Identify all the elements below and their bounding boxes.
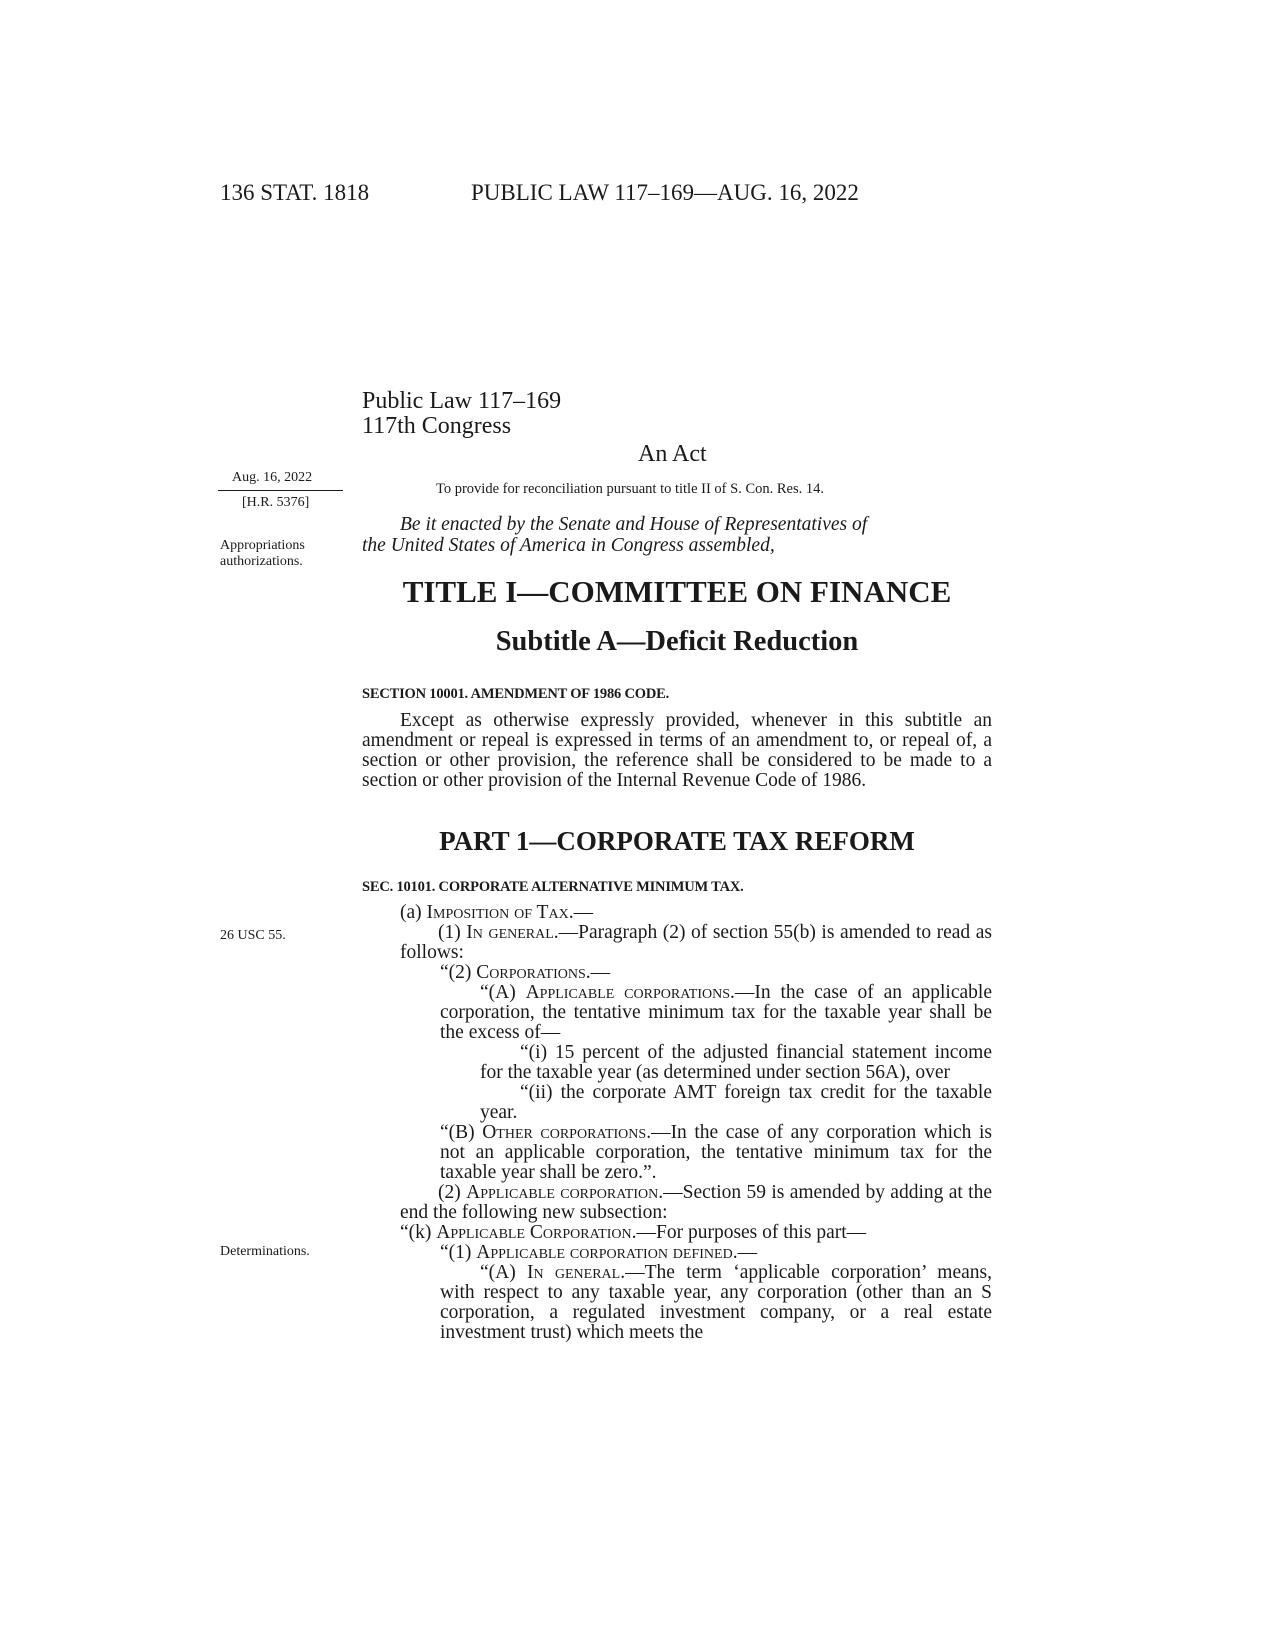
paragraph-1: (1) In general.—Paragraph (2) of section 55(b) is amended to read as follows: (400, 922, 992, 963)
section-10001-heading: SECTION 10001. AMENDMENT OF 1986 CODE. (362, 686, 669, 702)
quoted-clause-i: “(i) 15 percent of the adjusted financial statement income for the taxable year (as determined under section 56A), over (480, 1042, 992, 1083)
sidenote-determinations: Determinations. (220, 1244, 310, 1259)
section-10001-text: Except as otherwise expressly provided, whenever in this subtitle an amendment or repeal is expressed in terms of an amendment to, or repeal of, a section or other provision, the reference shall be considered to be made to a section or other provision of the Internal Revenue Code of 1986. (362, 710, 992, 791)
quoted-subparagraph-a: “(A) Applicable corporations.—In the case of an applicable corporation, the tentative minimum tax for the taxable year shall be the excess of— (440, 982, 992, 1043)
act-label: An Act (638, 441, 707, 467)
section-10001-body (362, 711, 992, 791)
quoted-subsection-k: “(k) Applicable Corporation.—For purposes of this part— (400, 1222, 867, 1243)
enacting-clause-line-1: Be it enacted by the Senate and House of Representatives of (400, 514, 868, 535)
quoted-subparagraph-b: “(B) Other corporations.—In the case of any corporation which is not an applicable corporation, the tentative minimum tax for the taxable year shall be zero.”. (440, 1122, 992, 1183)
part-heading: PART 1—CORPORATE TAX REFORM (439, 826, 915, 856)
sidenote-date: Aug. 16, 2022 (232, 470, 313, 485)
quoted-k-subparagraph-a: “(A) In general.—The term ‘applicable corporation’ means, with respect to any taxable year, any corporation (other than an S corporation, a regulated investment company, or a real estate investment trust) which meets the (440, 1262, 993, 1343)
section-10101-body (362, 903, 992, 1343)
public-law-number: Public Law 117–169 (362, 388, 562, 414)
sidenote-authorizations: authorizations. (220, 554, 303, 569)
page-stat-number: 136 STAT. 1818 (220, 180, 370, 205)
section-10101-heading: SEC. 10101. CORPORATE ALTERNATIVE MINIMUM TAX. (362, 879, 744, 895)
act-purpose: To provide for reconciliation pursuant to title II of S. Con. Res. 14. (436, 481, 824, 497)
sidenote-bill: [H.R. 5376] (242, 495, 310, 510)
running-header: PUBLIC LAW 117–169—AUG. 16, 2022 (471, 180, 859, 205)
sidenote-divider (218, 490, 343, 491)
enacting-clause-line-2: the United States of America in Congress assembled, (362, 535, 775, 556)
title-heading: TITLE I—COMMITTEE ON FINANCE (402, 574, 952, 609)
quoted-k-paragraph-1: “(1) Applicable corporation defined.— (440, 1242, 758, 1263)
sidenote-appropriations: Appropriations (220, 538, 305, 553)
paragraph-2: (2) Applicable corporation.—Section 59 is amended by adding at the end the following new subsection: (400, 1182, 992, 1223)
sidenote-usc: 26 USC 55. (220, 928, 286, 943)
quoted-paragraph-2: “(2) Corporations.— (440, 962, 611, 983)
subtitle-heading: Subtitle A—Deficit Reduction (495, 626, 859, 657)
subsection-a: (a) Imposition of Tax.— (400, 902, 594, 923)
congress-number: 117th Congress (362, 413, 512, 439)
quoted-clause-ii: “(ii) the corporate AMT foreign tax credit for the taxable year. (480, 1082, 992, 1123)
